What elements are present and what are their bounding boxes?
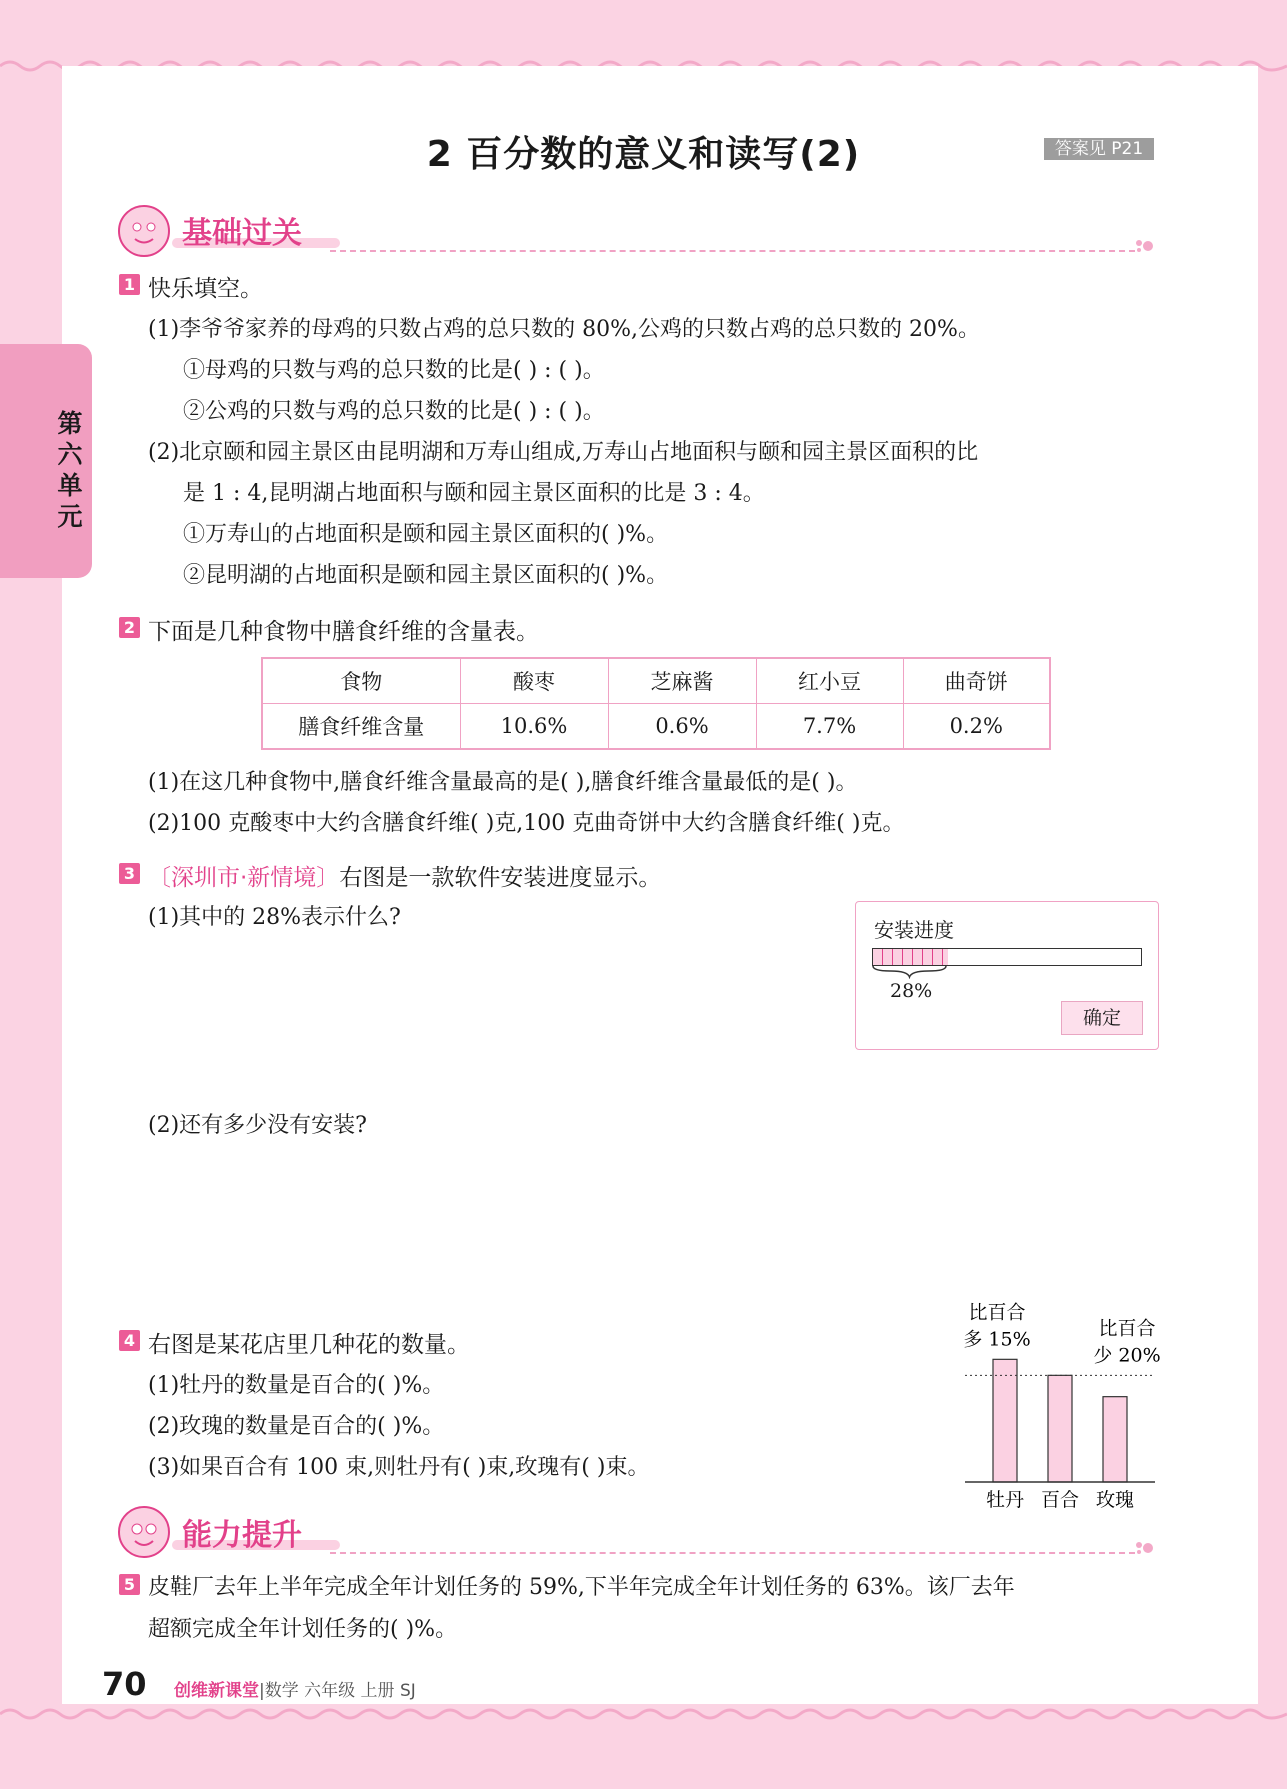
question-number-5: 5 bbox=[119, 1574, 140, 1595]
cartoon-mascot-icon bbox=[117, 1505, 171, 1559]
question-number-1: 1 bbox=[119, 274, 140, 295]
q1-line: ②公鸡的只数与鸡的总只数的比是( ) : ( )。 bbox=[183, 399, 605, 424]
question-3-text: 右图是一款软件安装进度显示。 bbox=[339, 865, 662, 891]
q1-line: ②昆明湖的占地面积是颐和园主景区面积的( )%。 bbox=[183, 563, 669, 588]
section-divider bbox=[330, 250, 1135, 252]
q2-line: (2)100 克酸枣中大约含膳食纤维( )克,100 克曲奇饼中大约含膳食纤维( )克。 bbox=[148, 811, 905, 836]
install-progress-dialog bbox=[855, 901, 1159, 1050]
table-cell: 芝麻酱 bbox=[608, 658, 756, 704]
flower-bar-chart bbox=[955, 1300, 1165, 1515]
table-cell: 红小豆 bbox=[756, 658, 903, 704]
q2-line: (1)在这几种食物中,膳食纤维含量最高的是( ),膳食纤维含量最低的是( )。 bbox=[148, 770, 858, 795]
table-row bbox=[262, 704, 1050, 750]
table-cell: 膳食纤维含量 bbox=[262, 704, 460, 750]
table-cell: 0.2% bbox=[903, 704, 1050, 750]
cartoon-mascot-icon bbox=[117, 204, 171, 258]
table-cell: 0.6% bbox=[608, 704, 756, 750]
q1-line: (1)李爷爷家养的母鸡的只数占鸡的总只数的 80%,公鸡的只数占鸡的总只数的 20%。 bbox=[148, 317, 980, 342]
chart-bar-0 bbox=[993, 1359, 1017, 1482]
table-cell: 曲奇饼 bbox=[903, 658, 1050, 704]
answer-reference-badge: 答案见 P21 bbox=[1044, 138, 1154, 160]
page-title: 2 百分数的意义和读写(2) bbox=[426, 134, 861, 175]
footer-text bbox=[174, 1676, 416, 1701]
q3-line: (1)其中的 28%表示什么? bbox=[148, 905, 401, 930]
dots-decoration-icon bbox=[1134, 235, 1164, 255]
question-2-heading: 下面是几种食物中膳食纤维的含量表。 bbox=[148, 619, 539, 645]
q4-line: (1)牡丹的数量是百合的( )%。 bbox=[148, 1373, 445, 1398]
chart-category-label: 百合 bbox=[1040, 1489, 1080, 1511]
install-progress-label: 安装进度 bbox=[874, 918, 954, 942]
table-cell: 酸枣 bbox=[460, 658, 608, 704]
fiber-content-table bbox=[261, 657, 1051, 750]
dots-decoration-icon bbox=[1134, 1537, 1164, 1557]
q3-line: (2)还有多少没有安装? bbox=[148, 1113, 367, 1138]
question-source-tag: 〔深圳市·新情境〕 bbox=[148, 865, 340, 891]
table-header-row bbox=[262, 658, 1050, 704]
q5-line: 超额完成全年计划任务的( )%。 bbox=[148, 1617, 458, 1642]
chart-category-label: 牡丹 bbox=[985, 1489, 1025, 1511]
install-progress-bar bbox=[872, 948, 1142, 966]
wavy-border-bottom bbox=[0, 1700, 1287, 1740]
chart-annotation: 少 20% bbox=[1093, 1344, 1161, 1367]
section-title-advanced: 能力提升 bbox=[182, 1518, 302, 1553]
chart-annotation: 比百合 bbox=[968, 1301, 1026, 1324]
question-3-heading bbox=[148, 859, 661, 892]
chart-bar-1 bbox=[1048, 1375, 1072, 1482]
q4-line: (2)玫瑰的数量是百合的( )%。 bbox=[148, 1414, 445, 1439]
q1-line: ①母鸡的只数与鸡的总只数的比是( ) : ( )。 bbox=[183, 358, 605, 383]
question-number-4: 4 bbox=[119, 1330, 140, 1351]
q1-line: (2)北京颐和园主景区由昆明湖和万寿山组成,万寿山占地面积与颐和园主景区面积的比 bbox=[148, 440, 979, 465]
section-divider bbox=[330, 1552, 1135, 1554]
table-cell: 食物 bbox=[262, 658, 460, 704]
install-progress-fill bbox=[873, 949, 948, 965]
chart-annotation: 比百合 bbox=[1098, 1317, 1156, 1340]
q1-line: ①万寿山的占地面积是颐和园主景区面积的( )%。 bbox=[183, 522, 669, 547]
q5-line: 皮鞋厂去年上半年完成全年计划任务的 59%,下半年完成全年计划任务的 63%。该厂去年 bbox=[148, 1575, 1015, 1600]
question-1-heading: 快乐填空。 bbox=[148, 276, 263, 302]
q4-line: (3)如果百合有 100 束,则牡丹有( )束,玫瑰有( )束。 bbox=[148, 1455, 650, 1480]
footer-brand: 创维新课堂 bbox=[174, 1681, 259, 1701]
question-4-heading: 右图是某花店里几种花的数量。 bbox=[148, 1332, 470, 1358]
confirm-button[interactable]: 确定 bbox=[1061, 1001, 1143, 1035]
question-number-2: 2 bbox=[119, 617, 140, 638]
section-title-basic: 基础过关 bbox=[182, 216, 302, 251]
unit-side-tab-label: 第六单元 bbox=[57, 409, 83, 531]
chart-bar-2 bbox=[1103, 1397, 1127, 1482]
chart-annotation: 多 15% bbox=[963, 1328, 1031, 1351]
table-cell: 10.6% bbox=[460, 704, 608, 750]
q1-line: 是 1 : 4,昆明湖占地面积与颐和园主景区面积的比是 3 : 4。 bbox=[183, 481, 765, 506]
page-number: 70 bbox=[102, 1665, 147, 1703]
table-cell: 7.7% bbox=[756, 704, 903, 750]
footer-book-info: |数学 六年级 上册 SJ bbox=[259, 1681, 416, 1701]
chart-category-label: 玫瑰 bbox=[1095, 1489, 1135, 1511]
install-progress-percent: 28% bbox=[890, 980, 933, 1002]
brace-icon bbox=[872, 965, 952, 979]
question-number-3: 3 bbox=[119, 863, 140, 884]
